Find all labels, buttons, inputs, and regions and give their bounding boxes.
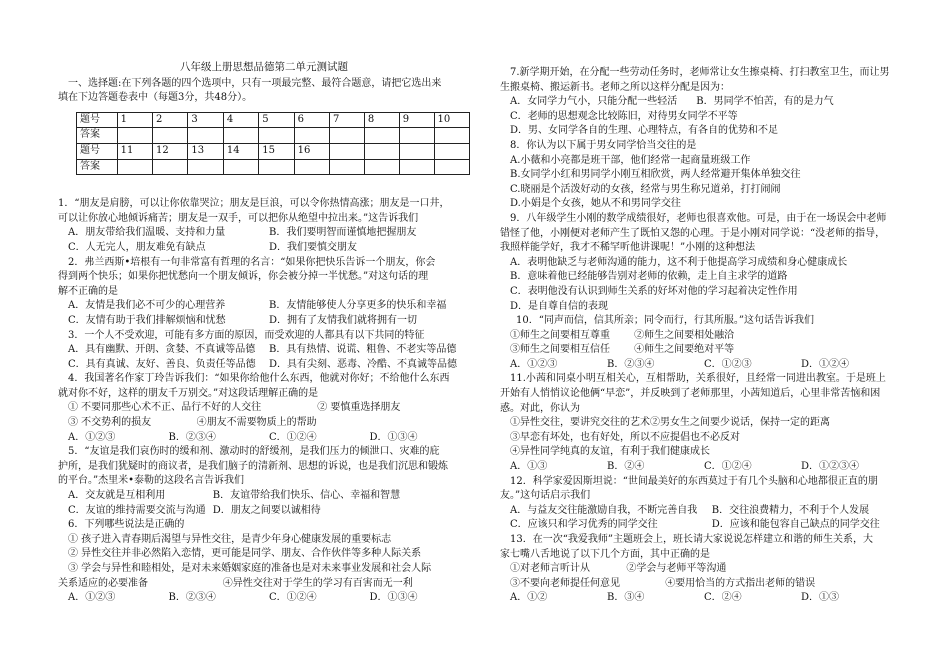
answer-cell[interactable] xyxy=(330,128,365,144)
statement-1: ①对老师言听计从 xyxy=(510,563,590,575)
table-cell: 9 xyxy=(399,112,434,128)
table-cell: 8 xyxy=(364,112,399,128)
answer-cell[interactable] xyxy=(294,159,329,175)
table-cell: 15 xyxy=(259,143,294,159)
statement-2: ② 要慎重选择朋友 xyxy=(317,402,401,414)
option-b: B．②③④ xyxy=(168,592,216,604)
answer-cell[interactable] xyxy=(188,159,223,175)
question-text: 6．下列哪些说法是正确的 xyxy=(68,519,185,531)
option-c: C．老师的思想观念比较陈旧，对待男女同学不平等 xyxy=(510,110,738,122)
option-d: D．拥有了友情我们就将拥有一切 xyxy=(269,314,418,326)
statement-2: ②学会与老师平等沟通 xyxy=(626,563,727,575)
option-b: B．②④ xyxy=(607,461,645,473)
question-text: 可以让你放心地倾诉痛苦；朋友是一双手，可以把你从绝望中拉出来。”这告诉我们 xyxy=(58,212,419,224)
table-cell: 10 xyxy=(434,112,469,128)
answer-cell[interactable] xyxy=(223,128,258,144)
statement-4: ④师生之间要绝对平等 xyxy=(634,344,735,356)
statement-3: ③ 学会与异性和睦相处，是对未来婚姻家庭的准备也是对未来事业发展和社会人际 xyxy=(68,563,432,574)
question-text: 4．我国著名作家丁玲告诉我们：“如果你给他什么东西，他就对你好；不给他什么东西 xyxy=(68,373,450,385)
table-cell: 答案 xyxy=(77,159,118,175)
option-a: A．具有幽默、开朗、贪婪、不真诚等品德 xyxy=(68,344,256,356)
question-text: 家七嘴八舌地说了以下几个方面，其中正确的是 xyxy=(500,548,710,560)
table-cell: 6 xyxy=(294,112,329,128)
table-cell xyxy=(364,143,399,159)
section-intro-line1: 一、选择题:在下列各题的四个选项中，只有一项最完整、最符合题意，请把它选出来 xyxy=(68,77,442,89)
question-text: 解不正确的是 xyxy=(58,285,118,297)
option-a: A．与益友交往能激励自我，不断完善自我 xyxy=(510,504,698,516)
question-6 xyxy=(58,518,470,606)
option-c: C.晓丽是个活泼好动的女孩，经常与男生称兄道弟，打打闹闹 xyxy=(510,183,781,195)
option-a: A．①②③ xyxy=(68,592,116,604)
table-cell: 11 xyxy=(117,143,152,159)
statement-2: ② 异性交往并非必然陷入恋情，更可能是同学、朋友、合作伙伴等多种人际关系 xyxy=(68,548,422,560)
option-a: A.小薇和小亮都是班干部，他们经常一起商量班级工作 xyxy=(510,154,751,166)
table-cell xyxy=(364,159,399,175)
answer-cell[interactable] xyxy=(259,128,294,144)
question-13 xyxy=(500,533,898,606)
question-text: 得到两个快乐；如果你把忧愁向一个朋友倾诉，你会被分掉一半忧愁。”对这句话的理 xyxy=(58,271,429,283)
question-text: 13．在一次“我爱我师”主题班会上，班长请大家说说怎样建立和谐的师生关系，大 xyxy=(510,534,873,545)
question-8 xyxy=(500,139,898,212)
statement-3-cont: 关系适应的必要准备 xyxy=(58,577,148,589)
statement-1-2: ①异性交往，要讲究交往的艺术②男女生之间要少说话，保持一定的距离 xyxy=(510,417,830,429)
table-cell xyxy=(399,143,434,159)
question-text: 我照样能学好，我才不稀罕听他讲课呢！”小刚的这种想法 xyxy=(500,242,756,254)
table-cell: 12 xyxy=(153,143,188,159)
option-a: A．①②③ xyxy=(510,358,558,370)
statement-4: ④异性同学纯真的友谊，有利于我们健康成长 xyxy=(510,446,710,458)
option-b: B．男同学不怕苦，有的是力气 xyxy=(696,96,834,108)
question-10 xyxy=(500,314,898,372)
option-d: D．男、女同学各自的生理、心理特点，有各自的优势和不足 xyxy=(510,125,779,137)
option-a: A．①②③ xyxy=(68,431,116,443)
answer-cell[interactable] xyxy=(153,128,188,144)
answer-cell[interactable] xyxy=(294,128,329,144)
option-d: D.小娟是个女孩，她从不和男同学交往 xyxy=(510,198,681,210)
table-cell: 答案 xyxy=(77,128,118,144)
option-a: A．女同学力气小，只能分配一些轻活 xyxy=(510,96,678,108)
option-b: B．③④ xyxy=(607,592,645,604)
table-row xyxy=(77,143,470,159)
table-cell: 16 xyxy=(294,143,329,159)
option-a: A．交友就是互相利用 xyxy=(68,490,166,502)
table-cell xyxy=(399,159,434,175)
question-9 xyxy=(500,212,898,314)
answer-cell[interactable] xyxy=(117,128,152,144)
table-cell xyxy=(330,143,365,159)
option-d: D．①③④ xyxy=(369,431,418,443)
option-c: C．①②④ xyxy=(704,461,752,473)
option-d: D．①②③④ xyxy=(801,461,860,473)
option-a: A．朋友带给我们温暖、支持和力量 xyxy=(68,227,226,239)
option-b: B．我们要明智而谨慎地把握朋友 xyxy=(269,227,417,239)
table-cell: 5 xyxy=(259,112,294,128)
exam-title: 八年级上册思想品德第二单元测试题 xyxy=(180,61,348,73)
question-text: 8．你认为以下属于男女同学恰当交往的是 xyxy=(510,139,697,151)
option-c: C．②④ xyxy=(704,592,742,604)
option-c: C．表明他没有认识到师生关系的好坏对他的学习起着决定性作用 xyxy=(510,285,798,297)
option-b: B．友情能够使人分享更多的快乐和幸福 xyxy=(269,300,447,312)
table-cell: 题号 xyxy=(77,143,118,159)
question-text: 7.新学期开始，在分配一些劳动任务时，老师常让女生擦桌椅、打扫教室卫生，而让男 xyxy=(510,67,890,78)
answer-cell[interactable] xyxy=(223,159,258,175)
option-b: B．具有热情、说谎、粗鲁、不老实等品德 xyxy=(269,344,457,356)
statement-1: ① 孩子进入青春期后渴望与异性交往，是青少年身心健康发展的重要标志 xyxy=(68,533,392,545)
statement-4: ④朋友不需要物质上的帮助 xyxy=(196,417,317,429)
question-4 xyxy=(58,372,470,445)
option-d: D．是自尊自信的表现 xyxy=(510,300,609,312)
option-b: B.女同学小红和男同学小刚互相欣赏，两人经常避开集体单独交往 xyxy=(510,169,801,181)
question-text: 10．“同声而信，信其所亲；同令而行，行其所服。”这句话告诉我们 xyxy=(516,315,814,327)
table-cell: 4 xyxy=(223,112,258,128)
table-cell xyxy=(434,143,469,159)
table-row xyxy=(77,128,470,144)
question-text: 的平台。”杰里米•泰勒的这段名言告诉我们 xyxy=(58,475,245,487)
question-text: 2．弗兰西斯•培根有一句非常富有哲理的名言：“如果你把快乐告诉一个朋友，你会 xyxy=(68,256,436,268)
section-intro-line2: 填在下边答题卷表中（每题3分，共48分）。 xyxy=(58,92,253,104)
option-c: C．具有真诚、友好、善良、负责任等品德 xyxy=(68,358,256,370)
question-3 xyxy=(58,329,470,373)
question-text: 友。”这句话启示我们 xyxy=(500,490,591,502)
option-a: A．①② xyxy=(510,592,548,604)
table-row xyxy=(77,159,470,175)
question-text: 12．科学家爱因斯坦说：“世间最美好的东西莫过于有几个头脑和心地都很正直的朋 xyxy=(510,475,878,487)
option-c: C．①②④ xyxy=(269,592,317,604)
question-text: 护所，是我们犹疑时的商议者，是我们脑子的清新剂、思想的诉说，也是我们沉思和锻炼 xyxy=(58,460,448,472)
statement-2: ②师生之间要相处融洽 xyxy=(634,329,735,341)
question-text: 5．“友谊是我们哀伤时的缓和剂、激动时的舒缓剂，是我们压力的倾泄口、灾难的庇 xyxy=(68,446,440,458)
table-cell xyxy=(434,159,469,175)
question-text: 惑。对此，你认为 xyxy=(500,402,580,414)
question-text: 11.小茜和同桌小明互相关心，互相帮助，关系很好，且经常一同进出教室。于是班上 xyxy=(510,373,886,385)
answer-table xyxy=(76,112,470,175)
table-cell: 1 xyxy=(117,112,152,128)
question-12 xyxy=(500,475,898,533)
statement-3: ③早恋有坏处，也有好处，所以不应提倡也不必反对 xyxy=(510,431,740,443)
option-b: B．②③④ xyxy=(607,358,655,370)
option-d: D．①③④ xyxy=(369,592,418,604)
statement-3: ③ 不交势利的损友 xyxy=(68,417,152,429)
statement-3: ③不要向老师提任何意见 xyxy=(510,577,620,589)
statement-1: ①师生之间要相互尊重 xyxy=(510,329,610,341)
table-row xyxy=(77,112,470,128)
question-2 xyxy=(58,256,470,329)
statement-1: ① 不要同那些心术不正、品行不好的人交往 xyxy=(68,402,262,414)
option-a: A．表明他缺乏与老师沟通的能力，这不利于他提高学习成绩和身心健康成长 xyxy=(510,256,848,268)
question-text: 就对你不好，这样的朋友千万别交。”对这段话理解正确的是 xyxy=(58,387,319,399)
table-cell xyxy=(330,159,365,175)
question-11 xyxy=(500,372,898,474)
option-d: D．我们要慎交朋友 xyxy=(269,241,358,253)
answer-cell[interactable] xyxy=(188,128,223,144)
table-cell: 题号 xyxy=(77,112,118,128)
option-c: C．①②④ xyxy=(269,431,317,443)
table-cell: 14 xyxy=(223,143,258,159)
question-text: 9．八年级学生小刚的数学成绩很好，老师也很喜欢他。可是，由于在一场误会中老师 xyxy=(510,212,887,224)
option-d: D．①②④ xyxy=(801,358,850,370)
option-d: D．具有尖刻、恶毒、冷酷、不真诚等品德 xyxy=(269,358,458,370)
statement-4: ④要用恰当的方式指出老师的错误 xyxy=(665,577,816,589)
option-d: D．应该和能包容自己缺点的同学交往 xyxy=(711,519,880,531)
option-c: C．①②③ xyxy=(704,358,752,370)
option-b: B．交往浪费精力，不利于个人发展 xyxy=(711,504,870,516)
option-d: D．朋友之间要以诚相待 xyxy=(212,504,321,516)
statement-4: ④异性交往对于学生的学习有百害而无一利 xyxy=(222,577,413,589)
answer-cell[interactable] xyxy=(117,159,152,175)
option-a: A．①③ xyxy=(510,461,548,473)
answer-cell[interactable] xyxy=(153,159,188,175)
answer-cell[interactable] xyxy=(434,128,469,144)
table-cell: 2 xyxy=(153,112,188,128)
question-5 xyxy=(58,445,470,518)
option-a: A．友情是我们必不可少的心理营养 xyxy=(68,300,226,312)
question-text: 错怪了他，小刚便对老师产生了既怕又怨的心理。于是小刚对同学说：“没老师的指导， xyxy=(500,227,886,239)
option-c: C．应该只和学习优秀的同学交往 xyxy=(510,519,658,531)
option-b: B．②③④ xyxy=(168,431,216,443)
question-text: 开始有人悄悄议论他俩“早恋”，并反映到了老师那里，小茜知道后，心里非常苦恼和困 xyxy=(500,388,881,400)
question-7 xyxy=(500,66,898,139)
option-d: D．①③ xyxy=(801,592,840,604)
option-b: B．意味着他已经能够告别对老师的依赖，走上自主求学的道路 xyxy=(510,271,788,283)
question-text: 生搬桌椅、搬运新书。老师之所以这样分配是因为： xyxy=(500,81,730,93)
answer-cell[interactable] xyxy=(364,128,399,144)
answer-cell[interactable] xyxy=(259,159,294,175)
table-cell: 13 xyxy=(188,143,223,159)
question-text: 1．“朋友是肩膀，可以让你依靠哭泣；朋友是巨浪，可以令你热情高涨；朋友是一口井， xyxy=(58,198,450,210)
table-cell: 3 xyxy=(188,112,223,128)
option-c: C．友情有助于我们排解烦恼和忧愁 xyxy=(68,314,226,326)
option-c: C．人无完人，朋友难免有缺点 xyxy=(68,241,206,253)
option-c: C．友谊的维持需要交流与沟通 xyxy=(68,504,206,516)
option-b: B．友谊带给我们快乐、信心、幸福和智慧 xyxy=(212,490,401,502)
question-1 xyxy=(58,197,470,255)
right-column xyxy=(500,66,898,606)
left-column xyxy=(58,60,470,606)
statement-3: ③师生之间要相互信任 xyxy=(510,344,610,356)
table-cell: 7 xyxy=(330,112,365,128)
question-text: 3．一个人不受欢迎，可能有多方面的原因，而受欢迎的人都具有以下共同的特征 xyxy=(68,329,425,341)
answer-cell[interactable] xyxy=(399,128,434,144)
